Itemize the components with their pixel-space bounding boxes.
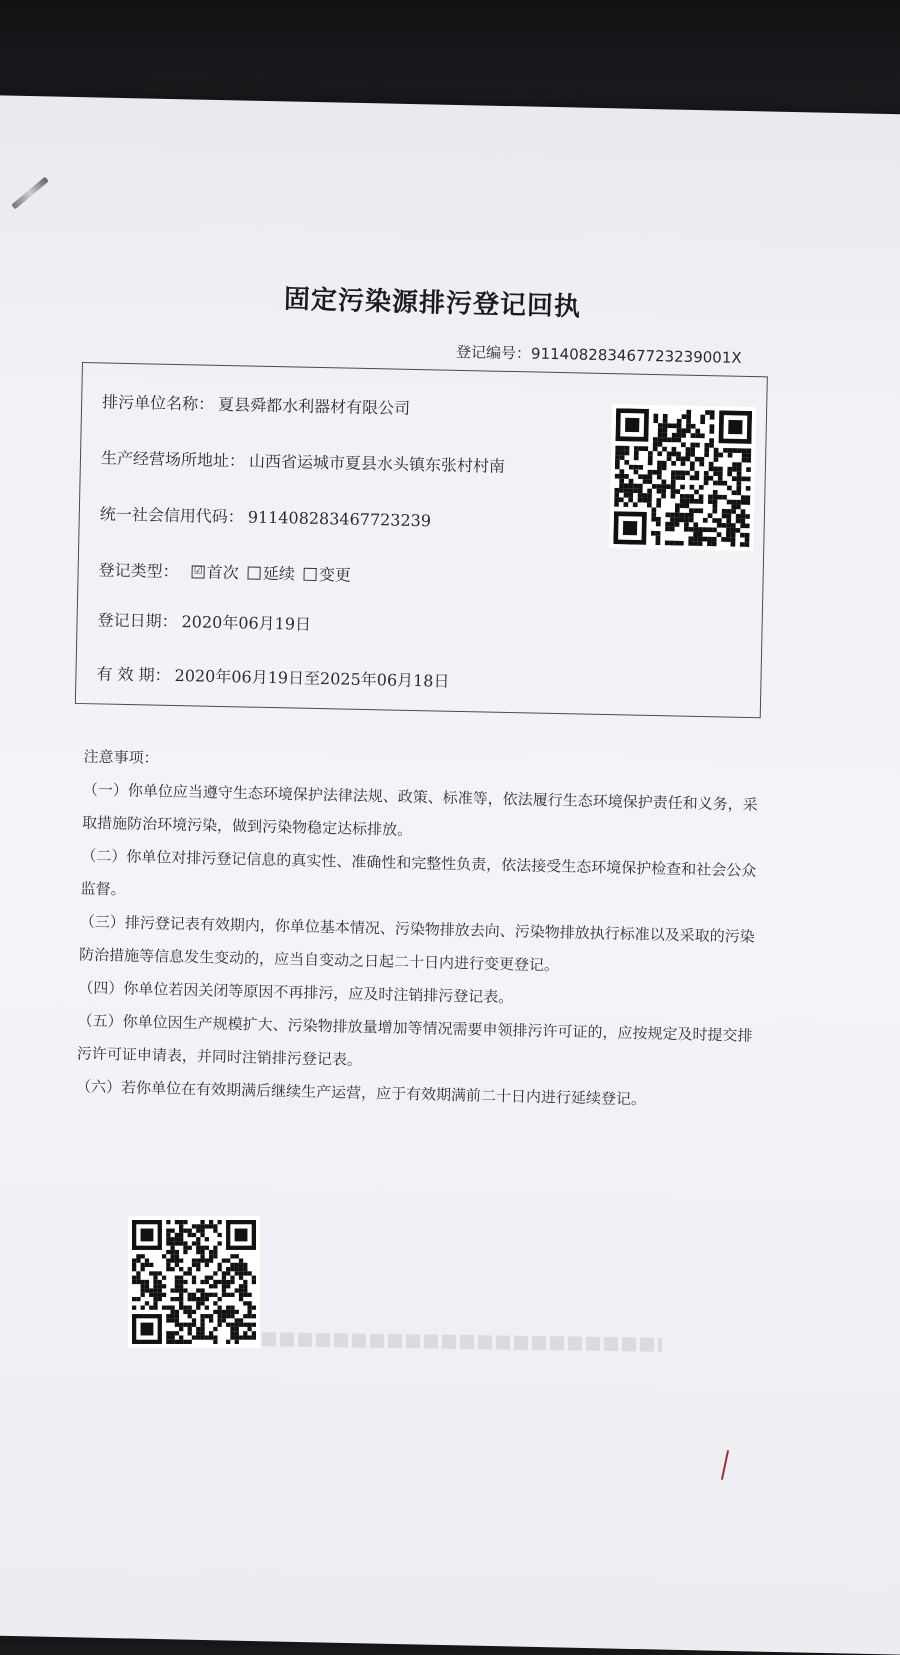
info-box [75, 362, 768, 718]
notes-heading: 注意事项： [83, 747, 159, 768]
notes-section [52, 740, 760, 1119]
staple [11, 177, 49, 210]
checkbox-first: ☑ [192, 565, 205, 578]
registration-number: 登记编号：91140828346772323900​1X [455, 343, 742, 367]
checkbox-change [304, 568, 317, 581]
address-value: 山西省运城市夏县水头镇东张村村南 [248, 451, 506, 476]
faint-footer-text [262, 1332, 662, 1352]
address-row [101, 445, 505, 476]
credit-code-label: 统一社会信用代码： [99, 504, 245, 527]
credit-code-value: 911408283467723239 [247, 507, 432, 531]
credit-code-row [100, 501, 432, 531]
address-label: 生产经营场所地址： [100, 448, 246, 471]
note-item-6: （六）若你单位在有效期满后继续生产运营，应于有效期满前二十日内进行延续登记。 [75, 1077, 647, 1109]
checkbox-continue [248, 567, 261, 580]
reg-date-row [97, 607, 311, 634]
note-item-4: （四）你单位若因关闭等原因不再排污，应及时注销排污登记表。 [78, 978, 514, 1007]
reg-type-label: 登记类型： [98, 560, 179, 582]
qr-code-bottom [128, 1216, 260, 1348]
option-continue: 延续 [262, 563, 296, 584]
unit-name-value: 夏县舜都水利器材有限公司 [217, 394, 411, 418]
validity-value: 2020年06月19日至2025年06月18日 [174, 666, 450, 691]
validity-row [96, 661, 449, 691]
document-title: 固定污染源排污登记回执 [283, 284, 582, 323]
reg-date-value: 2020年06月19日 [181, 612, 312, 634]
unit-name-label: 排污单位名称： [101, 392, 215, 414]
unit-name-row [102, 389, 410, 418]
note-item-1: （一）你单位应当遵守生态环境保护法律法规、政策、标准等，依法履行生态环境保护责任和义务，采取措施防治环境污染，做到污染物稳定达标排放。 [81, 780, 758, 840]
reg-type-row [98, 557, 351, 585]
option-first: 首次 [206, 562, 239, 583]
qr-code-top [609, 404, 756, 551]
reg-date-label: 登记日期： [97, 610, 178, 632]
note-item-3: （三）排污登记表有效期内，你单位基本情况、污染物排放去向、污染物排放执行标准以及采取的污染防治措施等信息发生变动的，应当自变动之日起二十日内进行变更登记。 [78, 912, 755, 975]
note-item-5: （五）你单位因生产规模扩大、污染物排放量增加等情况需要申领排污许可证的，应按规定及时提交排污许可证申请表，并同时注销排污登记表。 [76, 1011, 753, 1069]
option-change: 变更 [318, 565, 352, 585]
validity-label: 有 效 期： [96, 664, 171, 685]
pen-mark [721, 1450, 729, 1480]
note-item-2: （二）你单位对排污登记信息的真实性、准确性和完整性负责，依法接受生态环境保护检查和社会公众监督。 [80, 846, 757, 899]
